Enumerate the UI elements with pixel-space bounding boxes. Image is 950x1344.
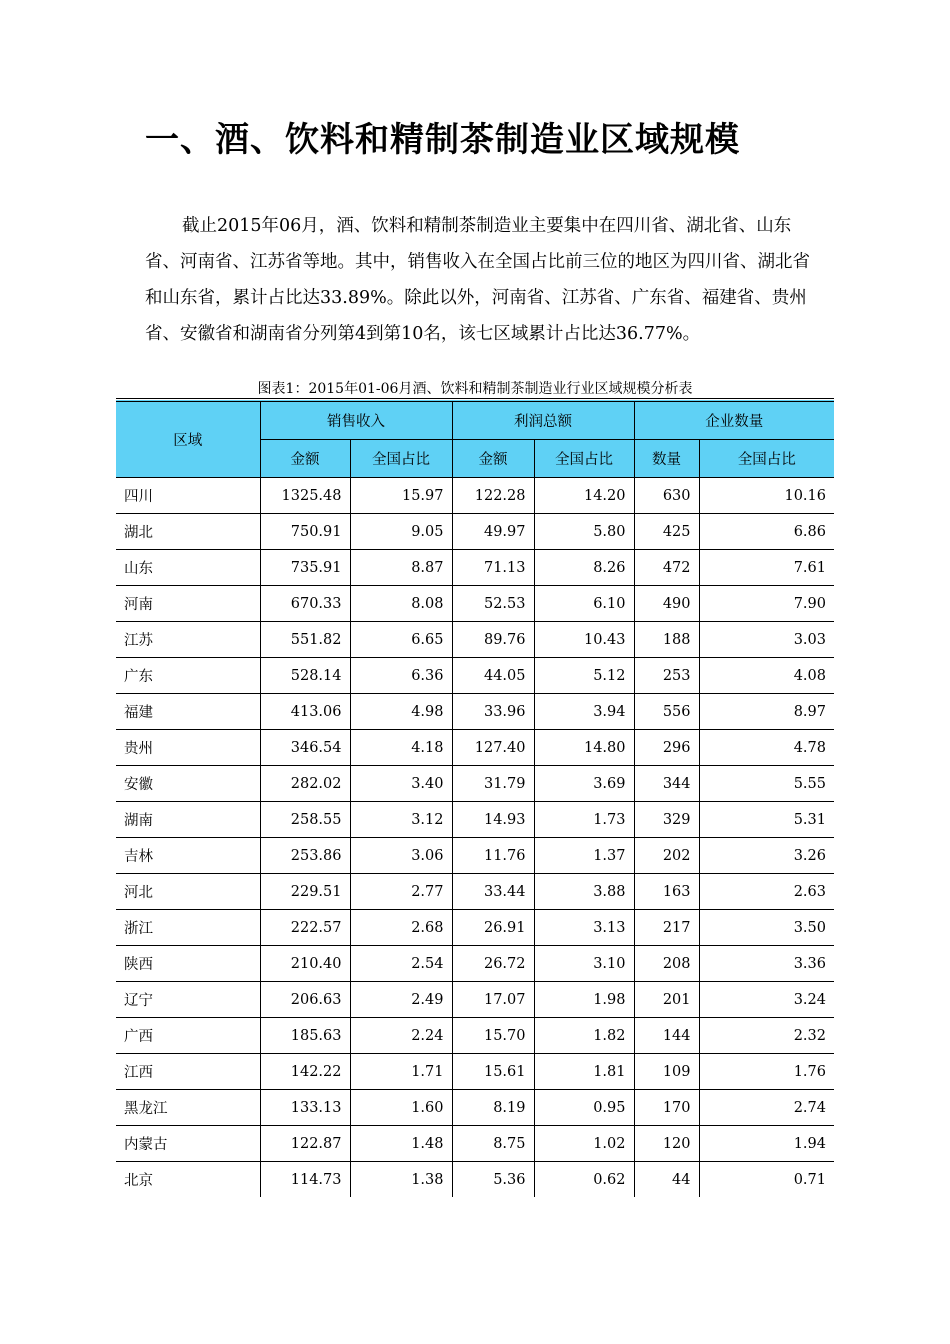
- table-row: [116, 910, 834, 946]
- value-cell: 9.05: [350, 514, 452, 550]
- table-row: [116, 478, 834, 514]
- table-row: [116, 1162, 834, 1198]
- value-cell: 33.96: [452, 694, 534, 730]
- value-cell: 201: [634, 982, 699, 1018]
- value-cell: 206.63: [260, 982, 350, 1018]
- value-cell: 144: [634, 1018, 699, 1054]
- subheader-profit-amount: 金额: [452, 440, 534, 478]
- value-cell: 26.72: [452, 946, 534, 982]
- value-cell: 89.76: [452, 622, 534, 658]
- value-cell: 0.62: [534, 1162, 634, 1198]
- table-row: [116, 622, 834, 658]
- table-body: [116, 478, 834, 1198]
- value-cell: 556: [634, 694, 699, 730]
- value-cell: 133.13: [260, 1090, 350, 1126]
- value-cell: 49.97: [452, 514, 534, 550]
- value-cell: 344: [634, 766, 699, 802]
- region-cell: 辽宁: [116, 982, 260, 1018]
- value-cell: 17.07: [452, 982, 534, 1018]
- value-cell: 3.24: [699, 982, 834, 1018]
- page-title: 一、酒、饮料和精制茶制造业区域规模: [145, 120, 740, 160]
- value-cell: 8.19: [452, 1090, 534, 1126]
- value-cell: 1.48: [350, 1126, 452, 1162]
- subheader-sales-amount: 金额: [260, 440, 350, 478]
- value-cell: 52.53: [452, 586, 534, 622]
- value-cell: 528.14: [260, 658, 350, 694]
- value-cell: 14.80: [534, 730, 634, 766]
- table-row: [116, 1090, 834, 1126]
- value-cell: 3.50: [699, 910, 834, 946]
- table-row: [116, 1018, 834, 1054]
- value-cell: 26.91: [452, 910, 534, 946]
- value-cell: 222.57: [260, 910, 350, 946]
- value-cell: 6.65: [350, 622, 452, 658]
- value-cell: 413.06: [260, 694, 350, 730]
- region-cell: 河南: [116, 586, 260, 622]
- value-cell: 142.22: [260, 1054, 350, 1090]
- value-cell: 8.87: [350, 550, 452, 586]
- value-cell: 5.36: [452, 1162, 534, 1198]
- value-cell: 2.32: [699, 1018, 834, 1054]
- value-cell: 122.28: [452, 478, 534, 514]
- value-cell: 3.03: [699, 622, 834, 658]
- value-cell: 5.80: [534, 514, 634, 550]
- value-cell: 3.10: [534, 946, 634, 982]
- value-cell: 3.26: [699, 838, 834, 874]
- value-cell: 202: [634, 838, 699, 874]
- region-cell: 四川: [116, 478, 260, 514]
- table-row: [116, 1126, 834, 1162]
- value-cell: 188: [634, 622, 699, 658]
- region-scale-table: [116, 398, 834, 1197]
- value-cell: 1.82: [534, 1018, 634, 1054]
- subheader-sales-share: 全国占比: [350, 440, 452, 478]
- header-group-sales: 销售收入: [260, 400, 452, 440]
- value-cell: 425: [634, 514, 699, 550]
- value-cell: 8.97: [699, 694, 834, 730]
- region-cell: 山东: [116, 550, 260, 586]
- table-row: [116, 766, 834, 802]
- value-cell: 120: [634, 1126, 699, 1162]
- value-cell: 346.54: [260, 730, 350, 766]
- value-cell: 14.93: [452, 802, 534, 838]
- value-cell: 2.68: [350, 910, 452, 946]
- value-cell: 1.71: [350, 1054, 452, 1090]
- value-cell: 3.88: [534, 874, 634, 910]
- header-region: 区域: [116, 400, 260, 478]
- value-cell: 4.08: [699, 658, 834, 694]
- value-cell: 3.13: [534, 910, 634, 946]
- region-cell: 湖北: [116, 514, 260, 550]
- table-row: [116, 838, 834, 874]
- value-cell: 229.51: [260, 874, 350, 910]
- table-row: [116, 982, 834, 1018]
- table-row: [116, 550, 834, 586]
- region-cell: 吉林: [116, 838, 260, 874]
- region-cell: 江苏: [116, 622, 260, 658]
- value-cell: 33.44: [452, 874, 534, 910]
- value-cell: 109: [634, 1054, 699, 1090]
- value-cell: 208: [634, 946, 699, 982]
- value-cell: 1.73: [534, 802, 634, 838]
- value-cell: 7.90: [699, 586, 834, 622]
- value-cell: 2.49: [350, 982, 452, 1018]
- value-cell: 217: [634, 910, 699, 946]
- region-cell: 河北: [116, 874, 260, 910]
- value-cell: 6.10: [534, 586, 634, 622]
- value-cell: 3.94: [534, 694, 634, 730]
- value-cell: 44: [634, 1162, 699, 1198]
- value-cell: 630: [634, 478, 699, 514]
- value-cell: 14.20: [534, 478, 634, 514]
- value-cell: 2.24: [350, 1018, 452, 1054]
- region-cell: 江西: [116, 1054, 260, 1090]
- value-cell: 4.78: [699, 730, 834, 766]
- value-cell: 253.86: [260, 838, 350, 874]
- value-cell: 1.02: [534, 1126, 634, 1162]
- value-cell: 170: [634, 1090, 699, 1126]
- region-cell: 广东: [116, 658, 260, 694]
- value-cell: 3.06: [350, 838, 452, 874]
- value-cell: 3.12: [350, 802, 452, 838]
- region-cell: 北京: [124, 1173, 153, 1189]
- value-cell: 8.08: [350, 586, 452, 622]
- value-cell: 8.26: [534, 550, 634, 586]
- table-row: [116, 946, 834, 982]
- value-cell: 2.63: [699, 874, 834, 910]
- value-cell: 8.75: [452, 1126, 534, 1162]
- value-cell: 6.86: [699, 514, 834, 550]
- region-cell: 黑龙江: [116, 1090, 260, 1126]
- region-cell: 贵州: [116, 730, 260, 766]
- value-cell: 551.82: [260, 622, 350, 658]
- table-row: [116, 658, 834, 694]
- table-row: [116, 802, 834, 838]
- value-cell: 71.13: [452, 550, 534, 586]
- value-cell: 122.87: [260, 1126, 350, 1162]
- value-cell: 15.61: [452, 1054, 534, 1090]
- value-cell: 1.94: [699, 1126, 834, 1162]
- value-cell: 1325.48: [260, 478, 350, 514]
- value-cell: 1.76: [699, 1054, 834, 1090]
- table-row: [116, 874, 834, 910]
- value-cell: 5.55: [699, 766, 834, 802]
- value-cell: 10.16: [699, 478, 834, 514]
- table-row: [116, 694, 834, 730]
- value-cell: 5.31: [699, 802, 834, 838]
- value-cell: 114.73: [260, 1162, 350, 1198]
- value-cell: 2.54: [350, 946, 452, 982]
- table-caption: 图表1：2015年01-06月酒、饮料和精制茶制造业行业区域规模分析表: [257, 381, 693, 397]
- header-group-companies: 企业数量: [634, 400, 834, 440]
- value-cell: 3.40: [350, 766, 452, 802]
- value-cell: 253: [634, 658, 699, 694]
- value-cell: 1.60: [350, 1090, 452, 1126]
- value-cell: 296: [634, 730, 699, 766]
- region-cell: 广西: [116, 1018, 260, 1054]
- value-cell: 2.77: [350, 874, 452, 910]
- value-cell: 1.38: [350, 1162, 452, 1198]
- subheader-company-count: 数量: [634, 440, 699, 478]
- value-cell: 3.69: [534, 766, 634, 802]
- table-row: [116, 586, 834, 622]
- value-cell: 11.76: [452, 838, 534, 874]
- value-cell: 15.70: [452, 1018, 534, 1054]
- region-cell: 浙江: [116, 910, 260, 946]
- value-cell: 0.71: [699, 1162, 834, 1198]
- value-cell: 4.18: [350, 730, 452, 766]
- region-cell: 内蒙古: [116, 1126, 260, 1162]
- value-cell: 7.61: [699, 550, 834, 586]
- region-cell: 湖南: [116, 802, 260, 838]
- value-cell: 31.79: [452, 766, 534, 802]
- value-cell: 735.91: [260, 550, 350, 586]
- table-row: [116, 514, 834, 550]
- subheader-company-share: 全国占比: [699, 440, 834, 478]
- value-cell: 1.98: [534, 982, 634, 1018]
- value-cell: 282.02: [260, 766, 350, 802]
- value-cell: 1.81: [534, 1054, 634, 1090]
- region-cell: 福建: [116, 694, 260, 730]
- value-cell: 5.12: [534, 658, 634, 694]
- value-cell: 44.05: [452, 658, 534, 694]
- region-cell: 陕西: [116, 946, 260, 982]
- value-cell: 10.43: [534, 622, 634, 658]
- value-cell: 258.55: [260, 802, 350, 838]
- value-cell: 490: [634, 586, 699, 622]
- value-cell: 329: [634, 802, 699, 838]
- value-cell: 750.91: [260, 514, 350, 550]
- value-cell: 472: [634, 550, 699, 586]
- table-row: [116, 1054, 834, 1090]
- value-cell: 163: [634, 874, 699, 910]
- subheader-profit-share: 全国占比: [534, 440, 634, 478]
- value-cell: 127.40: [452, 730, 534, 766]
- value-cell: 210.40: [260, 946, 350, 982]
- intro-paragraph: 截止2015年06月，酒、饮料和精制茶制造业主要集中在四川省、湖北省、山东省、河南省、江苏省等地。其中，销售收入在全国占比前三位的地区为四川省、湖北省和山东省，累计占比达33.89%。除此以外，河南省、江苏省、广东省、福建省、贵州省、安徽省和湖南省分列第4到第10名，该七区域累计占比达36.77%。: [145, 216, 810, 344]
- value-cell: 185.63: [260, 1018, 350, 1054]
- region-cell: 安徽: [116, 766, 260, 802]
- header-group-profit: 利润总额: [452, 400, 634, 440]
- value-cell: 670.33: [260, 586, 350, 622]
- value-cell: 2.74: [699, 1090, 834, 1126]
- value-cell: 0.95: [534, 1090, 634, 1126]
- value-cell: 6.36: [350, 658, 452, 694]
- table-row: [116, 730, 834, 766]
- value-cell: 15.97: [350, 478, 452, 514]
- value-cell: 1.37: [534, 838, 634, 874]
- value-cell: 3.36: [699, 946, 834, 982]
- value-cell: 4.98: [350, 694, 452, 730]
